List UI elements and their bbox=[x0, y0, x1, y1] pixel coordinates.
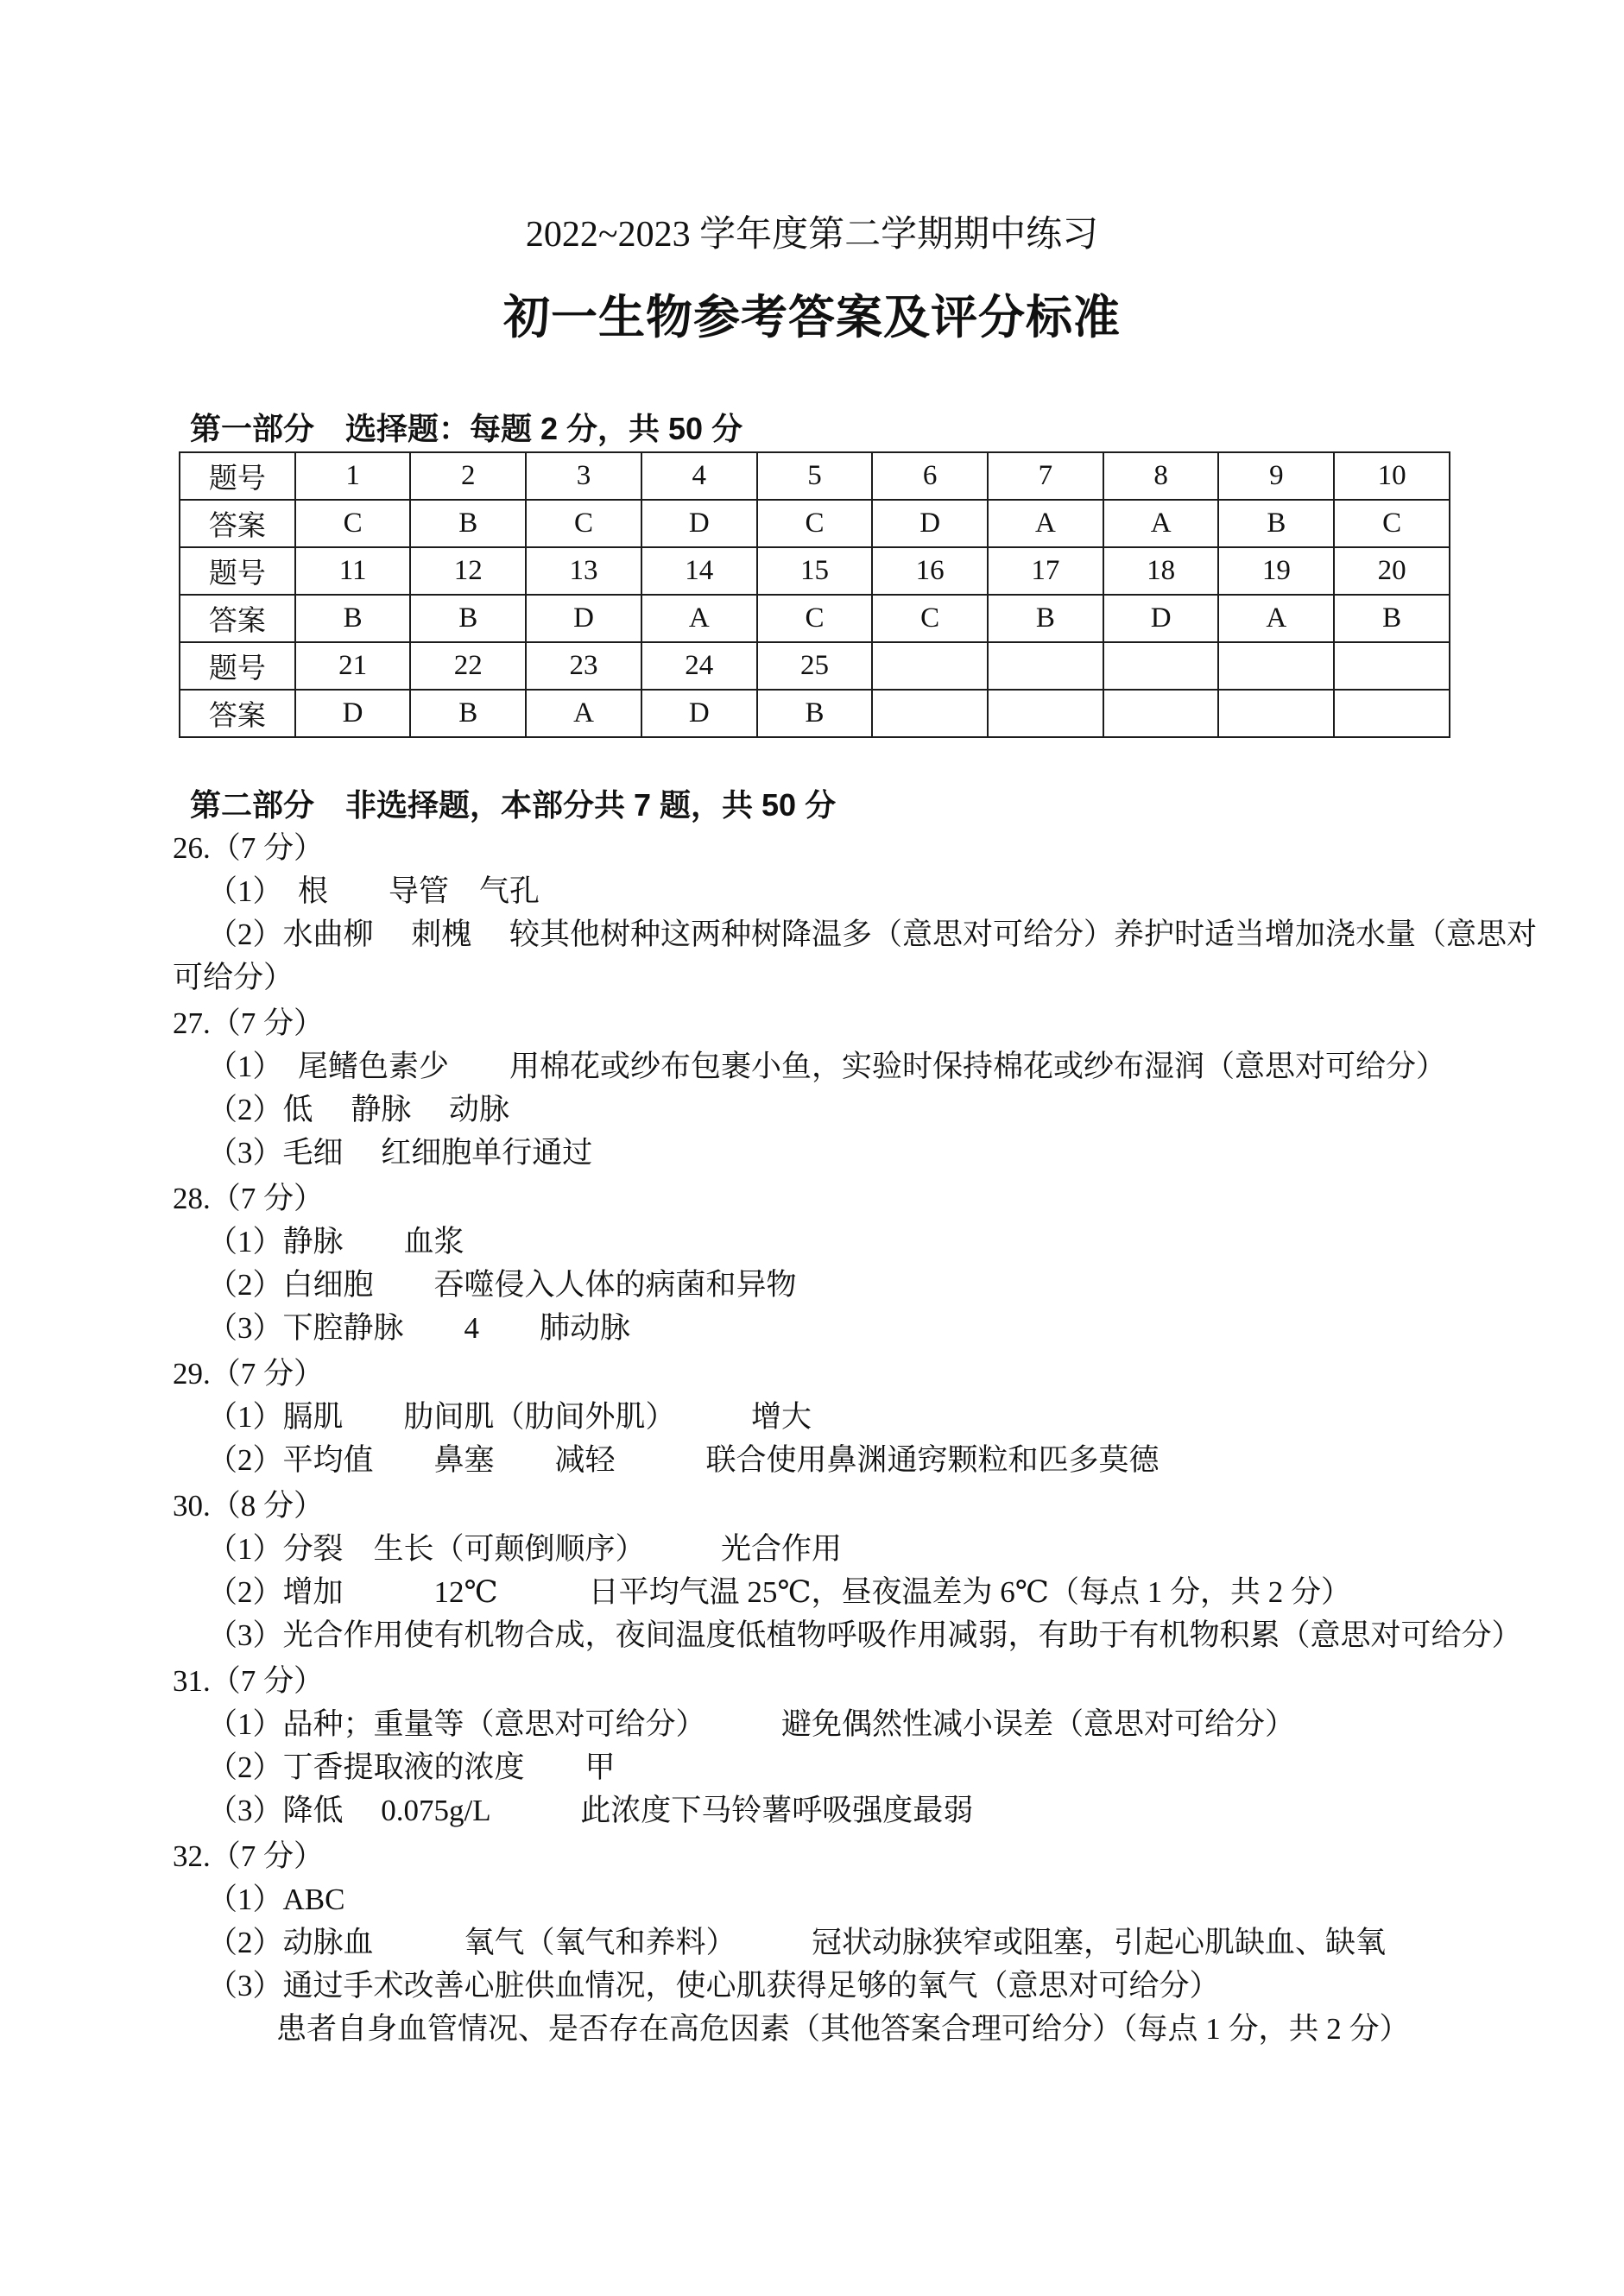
question-number-cell: 13 bbox=[526, 547, 641, 595]
question-28 bbox=[173, 1177, 1624, 1350]
answer-cell: A bbox=[988, 500, 1103, 547]
answer-cell: D bbox=[641, 500, 757, 547]
empty-cell bbox=[1218, 690, 1334, 737]
row-label-cell: 题号 bbox=[180, 642, 295, 690]
answer-cell: C bbox=[757, 595, 873, 642]
answer-line: （1）品种；重量等（意思对可给分） 避免偶然性减小误差（意思对可给分） bbox=[207, 1707, 1296, 1741]
question-27 bbox=[173, 1002, 1624, 1175]
table-row bbox=[180, 690, 1450, 737]
answer-line: （3）通过手术改善心脏供血情况，使心肌获得足够的氧气（意思对可给分） bbox=[207, 1969, 1220, 2003]
question-number: 30.（8 分） bbox=[173, 1489, 325, 1523]
part1-heading: 第一部分 选择题：每题 2 分，共 50 分 bbox=[190, 411, 743, 446]
question-number-cell: 21 bbox=[295, 642, 411, 690]
answer-cell: C bbox=[526, 500, 641, 547]
question-number: 31.（7 分） bbox=[173, 1664, 325, 1698]
question-number-cell: 18 bbox=[1103, 547, 1219, 595]
answer-cell: B bbox=[295, 595, 411, 642]
question-number-cell: 19 bbox=[1218, 547, 1334, 595]
answer-line: （1）ABC bbox=[207, 1883, 345, 1916]
empty-cell bbox=[872, 642, 988, 690]
answer-line: （3）下腔静脉 4 肺动脉 bbox=[207, 1311, 631, 1345]
row-label-cell: 答案 bbox=[180, 690, 295, 737]
question-number-cell: 4 bbox=[641, 452, 757, 500]
question-number-cell: 16 bbox=[872, 547, 988, 595]
empty-cell bbox=[988, 642, 1103, 690]
answer-line-continuation: 患者自身血管情况、是否存在高危因素（其他答案合理可给分）（每点 1 分，共 2 分） bbox=[276, 2012, 1410, 2046]
answer-cell: C bbox=[295, 500, 411, 547]
answer-cell: D bbox=[641, 690, 757, 737]
question-number-cell: 17 bbox=[988, 547, 1103, 595]
answer-table bbox=[179, 451, 1450, 738]
question-number-cell: 6 bbox=[872, 452, 988, 500]
answer-line: （1） 尾鳍色素少 用棉花或纱布包裹小鱼，实验时保持棉花或纱布湿润（意思对可给分） bbox=[207, 1050, 1447, 1083]
empty-cell bbox=[1334, 642, 1450, 690]
question-29 bbox=[173, 1353, 1624, 1482]
question-number: 28.（7 分） bbox=[173, 1182, 325, 1215]
empty-cell bbox=[1218, 642, 1334, 690]
empty-cell bbox=[872, 690, 988, 737]
answer-line: （2）动脉血 氧气（氧气和养料） 冠状动脉狭窄或阻塞，引起心肌缺血、缺氧 bbox=[207, 1926, 1387, 1959]
answer-line: （3）降低 0.075g/L 此浓度下马铃薯呼吸强度最弱 bbox=[207, 1794, 974, 1827]
answer-line: （3）毛细 红细胞单行通过 bbox=[207, 1136, 593, 1170]
answer-cell: C bbox=[872, 595, 988, 642]
answer-line: （1）静脉 血浆 bbox=[207, 1225, 464, 1258]
answer-cell: C bbox=[1334, 500, 1450, 547]
answer-cell: B bbox=[1334, 595, 1450, 642]
question-32 bbox=[173, 1835, 1624, 2051]
question-26 bbox=[173, 827, 1624, 1000]
question-number-cell: 11 bbox=[295, 547, 411, 595]
answer-line: （2）丁香提取液的浓度 甲 bbox=[207, 1750, 616, 1784]
empty-cell bbox=[1103, 642, 1219, 690]
answer-line-continuation: 可给分） bbox=[173, 961, 294, 994]
answer-cell: A bbox=[526, 690, 641, 737]
answer-cell: B bbox=[757, 690, 873, 737]
question-number: 27.（7 分） bbox=[173, 1006, 325, 1040]
question-number-cell: 3 bbox=[526, 452, 641, 500]
question-number: 26.（7 分） bbox=[173, 831, 325, 865]
answer-line: （2）增加 12℃ 日平均气温 25℃，昼夜温差为 6℃（每点 1 分，共 2 分） bbox=[207, 1575, 1351, 1609]
empty-cell bbox=[988, 690, 1103, 737]
answer-cell: B bbox=[1218, 500, 1334, 547]
answer-cell: B bbox=[410, 595, 526, 642]
answer-cell: C bbox=[757, 500, 873, 547]
answer-line: （2）低 静脉 动脉 bbox=[207, 1093, 510, 1126]
exam-session-title: 2022~2023 学年度第二学期期中练习 bbox=[525, 215, 1099, 255]
answer-line: （2）平均值 鼻塞 减轻 联合使用鼻渊通窍颗粒和匹多莫德 bbox=[207, 1443, 1160, 1477]
row-label-cell: 题号 bbox=[180, 452, 295, 500]
empty-cell bbox=[1334, 690, 1450, 737]
answer-cell: A bbox=[641, 595, 757, 642]
row-label-cell: 答案 bbox=[180, 595, 295, 642]
answer-cell: A bbox=[1218, 595, 1334, 642]
question-31 bbox=[173, 1660, 1624, 1832]
answer-line: （1） 根 导管 气孔 bbox=[207, 874, 540, 908]
table-row bbox=[180, 595, 1450, 642]
answer-cell: D bbox=[526, 595, 641, 642]
question-number-cell: 23 bbox=[526, 642, 641, 690]
question-30 bbox=[173, 1485, 1624, 1657]
answer-cell: D bbox=[872, 500, 988, 547]
answers-section bbox=[173, 827, 1624, 2051]
part2-heading: 第二部分 非选择题，本部分共 7 题，共 50 分 bbox=[190, 787, 837, 823]
page-title: 初一生物参考答案及评分标准 bbox=[503, 292, 1121, 344]
question-number-cell: 7 bbox=[988, 452, 1103, 500]
row-label-cell: 答案 bbox=[180, 500, 295, 547]
table-row bbox=[180, 452, 1450, 500]
question-number-cell: 12 bbox=[410, 547, 526, 595]
row-label-cell: 题号 bbox=[180, 547, 295, 595]
answer-line: （1）分裂 生长（可颠倒顺序） 光合作用 bbox=[207, 1532, 843, 1566]
question-number-cell: 20 bbox=[1334, 547, 1450, 595]
answer-cell: D bbox=[1103, 595, 1219, 642]
answer-cell: B bbox=[988, 595, 1103, 642]
answer-cell: D bbox=[295, 690, 411, 737]
question-number-cell: 8 bbox=[1103, 452, 1219, 500]
empty-cell bbox=[1103, 690, 1219, 737]
question-number-cell: 25 bbox=[757, 642, 873, 690]
answer-line: （2）白细胞 吞噬侵入人体的病菌和异物 bbox=[207, 1268, 797, 1302]
table-row bbox=[180, 500, 1450, 547]
question-number-cell: 22 bbox=[410, 642, 526, 690]
question-number-cell: 9 bbox=[1218, 452, 1334, 500]
answer-line: （3）光合作用使有机物合成，夜间温度低植物呼吸作用减弱，有助于有机物积累（意思对可给分） bbox=[207, 1618, 1522, 1652]
table-row bbox=[180, 547, 1450, 595]
question-number-cell: 15 bbox=[757, 547, 873, 595]
answer-cell: A bbox=[1103, 500, 1219, 547]
answer-line: （1）膈肌 肋间肌（肋间外肌） 增大 bbox=[207, 1400, 812, 1434]
answer-cell: B bbox=[410, 690, 526, 737]
question-number-cell: 2 bbox=[410, 452, 526, 500]
question-number-cell: 1 bbox=[295, 452, 411, 500]
question-number-cell: 10 bbox=[1334, 452, 1450, 500]
answer-cell: B bbox=[410, 500, 526, 547]
table-row bbox=[180, 642, 1450, 690]
question-number: 32.（7 分） bbox=[173, 1839, 325, 1873]
question-number-cell: 24 bbox=[641, 642, 757, 690]
question-number: 29.（7 分） bbox=[173, 1357, 325, 1391]
answer-line: （2）水曲柳 刺槐 较其他树种这两种树降温多（意思对可给分）养护时适当增加浇水量（意思对 bbox=[207, 918, 1538, 951]
question-number-cell: 5 bbox=[757, 452, 873, 500]
question-number-cell: 14 bbox=[641, 547, 757, 595]
